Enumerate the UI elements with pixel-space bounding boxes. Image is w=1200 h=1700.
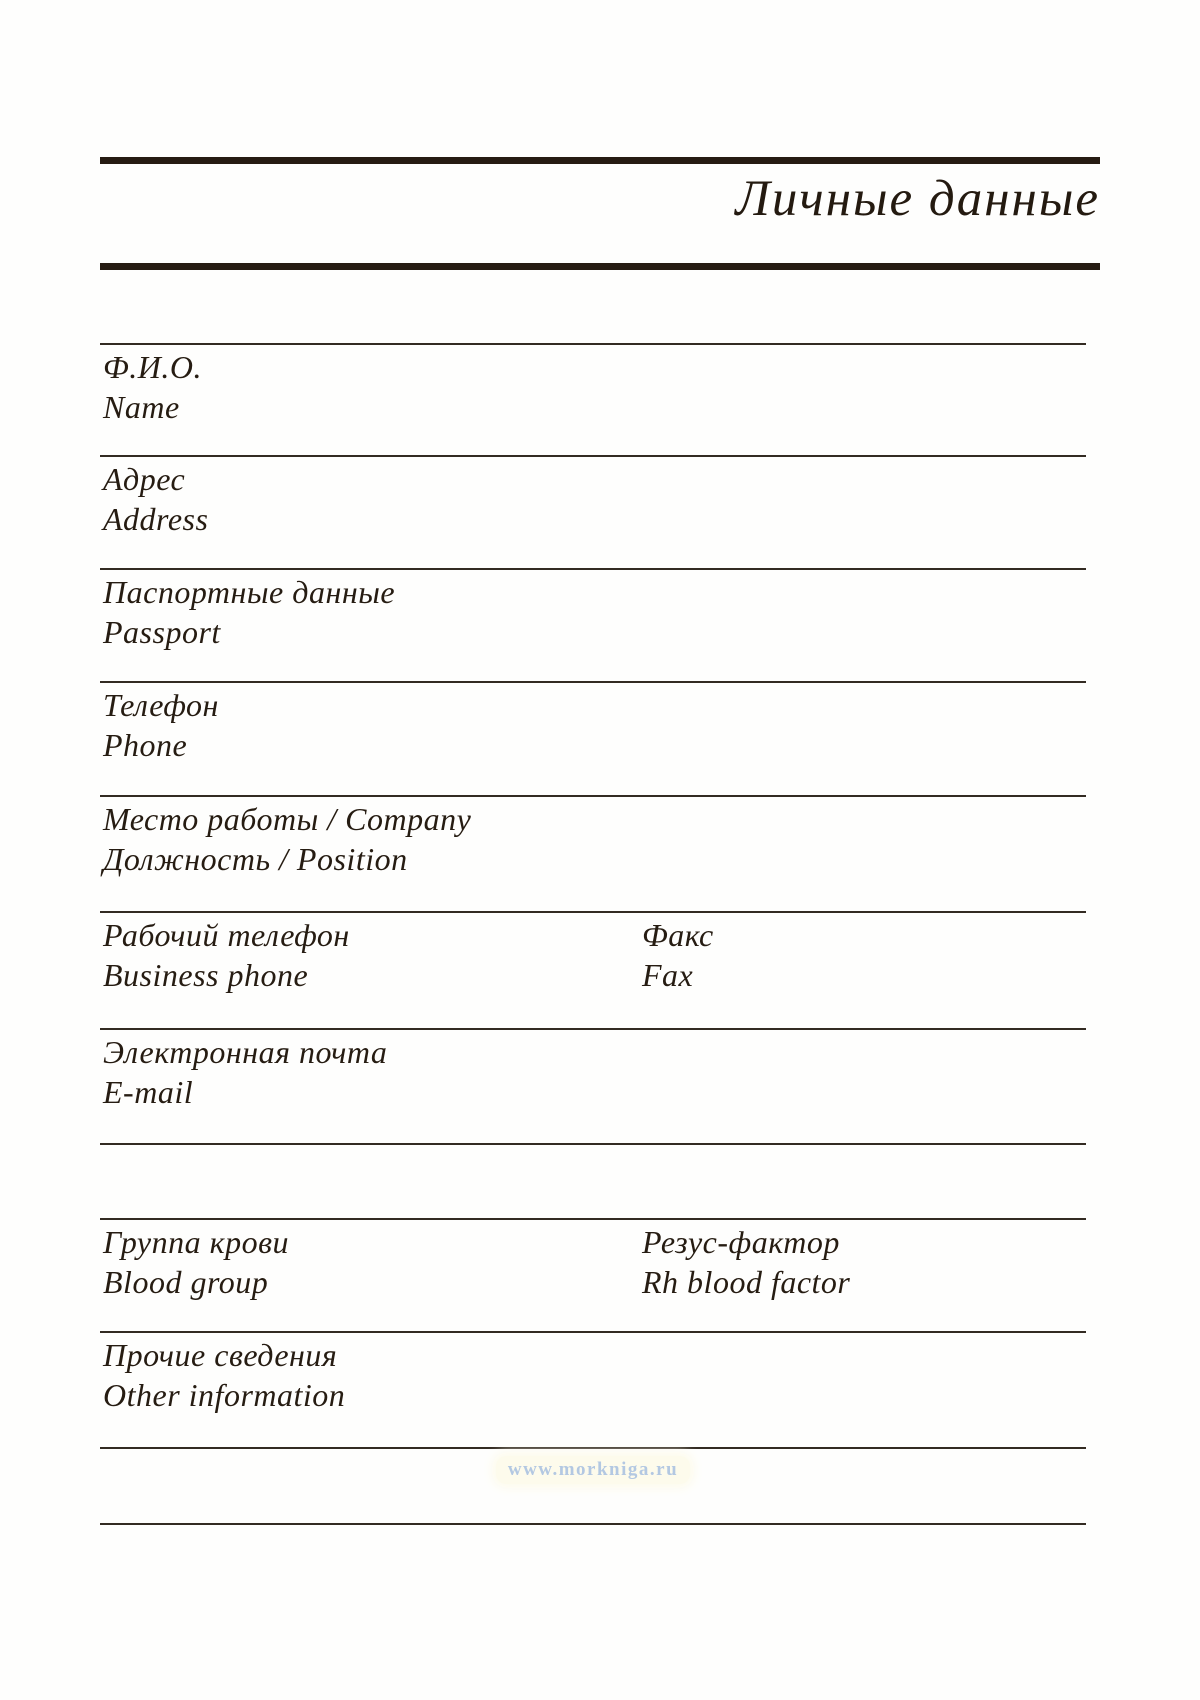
field-rule xyxy=(100,343,1086,345)
field-rule xyxy=(100,455,1086,457)
field-rule xyxy=(100,1331,1086,1333)
field-rule xyxy=(100,1143,1086,1145)
field-blank xyxy=(100,1143,1086,1145)
field-rule xyxy=(100,1028,1086,1030)
field-rule xyxy=(100,1218,1086,1220)
field-rule xyxy=(100,1447,1086,1449)
field-label-company: Место работы / Company xyxy=(103,801,472,837)
field-rule xyxy=(100,568,1086,570)
watermark-text: www.morkniga.ru xyxy=(496,1456,690,1484)
field-label-ru: Ф.И.О. xyxy=(103,349,202,385)
field-name xyxy=(100,343,1086,427)
field-label-fax-ru: Факс xyxy=(642,917,714,953)
field-business-phone-fax xyxy=(100,911,1086,995)
field-company-position xyxy=(100,795,1086,879)
field-other-information xyxy=(100,1331,1086,1415)
field-label-ru: Телефон xyxy=(103,687,219,723)
field-blood-group xyxy=(100,1218,1086,1302)
field-label-en: Other information xyxy=(103,1377,346,1413)
field-label-ru: Прочие сведения xyxy=(103,1337,338,1373)
field-label-ru: Электронная почта xyxy=(103,1034,388,1070)
field-passport xyxy=(100,568,1086,652)
field-label-en: Name xyxy=(103,389,180,425)
field-label-en: Phone xyxy=(103,727,188,763)
page-title: Личные данные xyxy=(735,171,1100,227)
field-blank xyxy=(100,1447,1086,1449)
field-phone xyxy=(100,681,1086,765)
field-label-en: Passport xyxy=(103,614,221,650)
field-label-en: E-mail xyxy=(103,1074,194,1110)
field-label-en: Address xyxy=(103,501,209,537)
field-label-position: Должность / Position xyxy=(103,841,408,877)
field-label-fax-en: Fax xyxy=(642,957,694,993)
field-label-en: Business phone xyxy=(103,957,309,993)
field-label-ru: Адрес xyxy=(103,461,186,497)
field-address xyxy=(100,455,1086,539)
field-label-en: Blood group xyxy=(103,1264,269,1300)
field-email xyxy=(100,1028,1086,1112)
watermark-row xyxy=(100,1456,1086,1484)
field-label-ru: Паспортные данные xyxy=(103,574,396,610)
field-label-ru: Группа крови xyxy=(103,1224,289,1260)
header-top-rule xyxy=(100,157,1100,164)
field-rule xyxy=(100,681,1086,683)
field-label-rh-en: Rh blood factor xyxy=(642,1264,851,1300)
field-rule xyxy=(100,795,1086,797)
field-label-rh-ru: Резус-фактор xyxy=(642,1224,840,1260)
field-label-ru: Рабочий телефон xyxy=(103,917,350,953)
field-rule xyxy=(100,911,1086,913)
closing-rule xyxy=(100,1523,1086,1525)
header-bottom-rule xyxy=(100,263,1100,270)
